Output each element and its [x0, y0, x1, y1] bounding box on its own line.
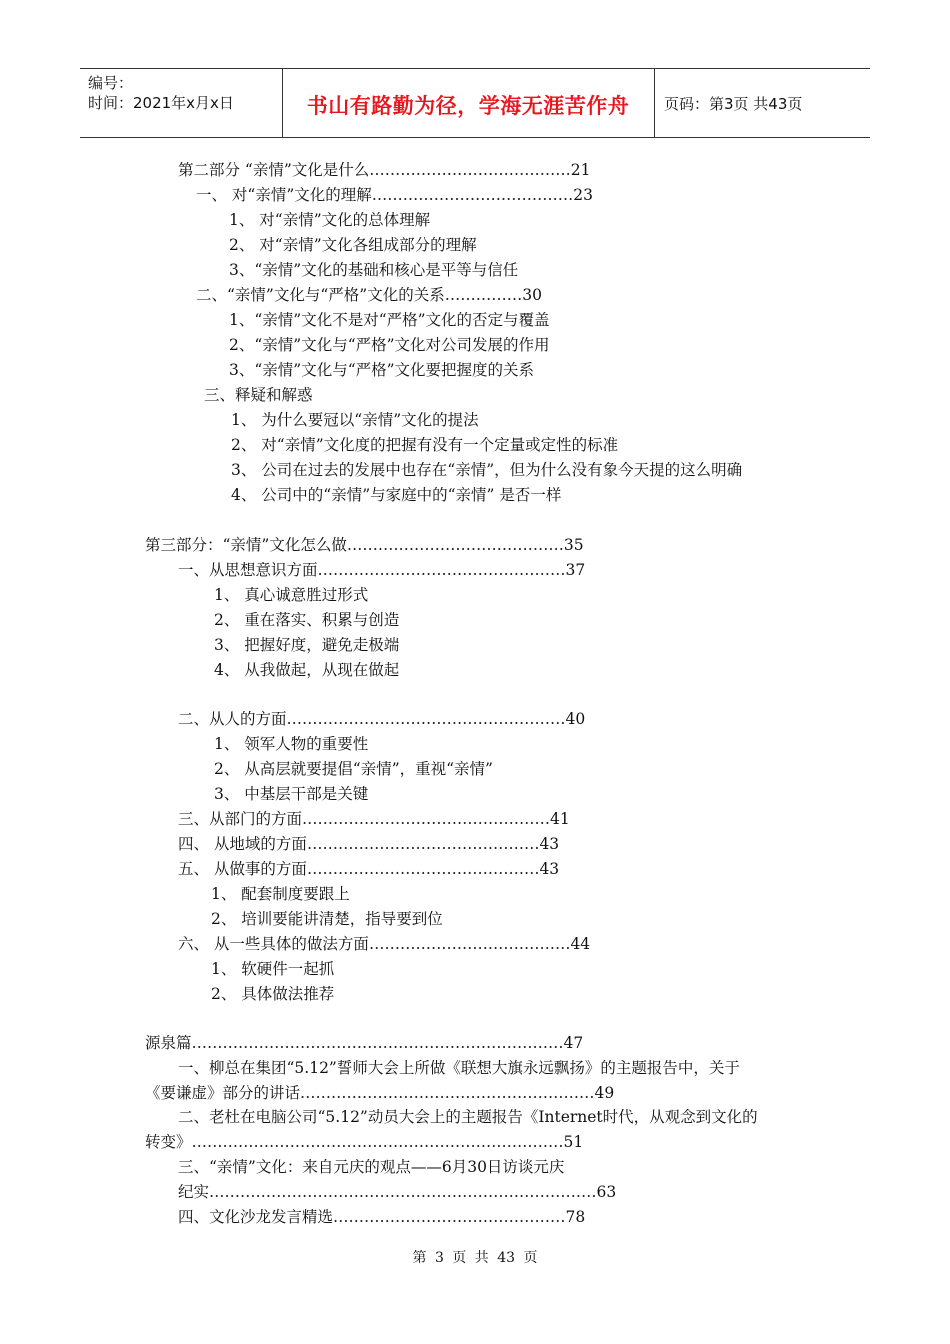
toc-entry: 3、 公司在过去的发展中也存在“亲情”，但为什么没有象今天提的这么明确	[231, 461, 743, 479]
toc-entry: 一、从思想意识方面…………………………………………37	[178, 561, 586, 579]
toc-entry: 3、 把握好度，避免走极端	[214, 636, 400, 654]
toc-entry: 1、 软硬件一起抓	[211, 960, 335, 978]
toc-entry: 一、 对“亲情”文化的理解…………………………………23	[196, 186, 594, 204]
code-label: 编号：	[88, 74, 134, 92]
toc-entry: 4、 从我做起，从现在做起	[214, 661, 400, 679]
footer-page-number: 第 3 页 共 43 页	[412, 1250, 538, 1266]
toc-entry: 2、 从高层就要提倡“亲情”，重视“亲情”	[214, 760, 493, 778]
toc-entry: 2、 培训要能讲清楚，指导要到位	[211, 910, 443, 928]
toc-entry: 六、 从一些具体的做法方面…………………………………44	[178, 935, 591, 953]
toc-entry: 四、文化沙龙发言精选………………………………………78	[178, 1208, 586, 1226]
toc-entry: 二、“亲情”文化与“严格”文化的关系……………30	[196, 286, 542, 304]
toc-entry: 3、“亲情”文化的基础和核心是平等与信任	[229, 261, 519, 279]
toc-entry: 纪实…………………………………………………………………63	[178, 1183, 617, 1201]
toc-entry: 1、 为什么要冠以“亲情”文化的提法	[231, 411, 479, 429]
toc-entry: 1、 配套制度要跟上	[211, 885, 350, 903]
toc-entry: 2、 具体做法推荐	[211, 985, 335, 1003]
toc-entry: 1、 真心诚意胜过形式	[214, 586, 369, 604]
toc-entry: 1、“亲情”文化不是对“严格”文化的否定与覆盖	[229, 311, 550, 329]
toc-entry: 3、 中基层干部是关键	[214, 785, 369, 803]
motto-text: 书山有路勤为径，学海无涯苦作舟	[306, 94, 630, 118]
toc-entry: 3、“亲情”文化与“严格”文化要把握度的关系	[229, 361, 535, 379]
toc-entry: 四、 从地域的方面………………………………………43	[178, 835, 560, 853]
toc-entry: 第三部分：“亲情”文化怎么做……………………………………35	[145, 536, 584, 554]
toc-entry: 源泉篇………………………………………………………………47	[145, 1034, 584, 1052]
page-footer	[0, 1247, 950, 1267]
toc-entry: 2、 对“亲情”文化度的把握有没有一个定量或定性的标准	[231, 436, 619, 454]
toc-entry: 三、“亲情”文化：来自元庆的观点——6月30日访谈元庆	[178, 1158, 565, 1176]
toc-entry: 二、老杜在电脑公司“5.12”动员大会上的主题报告《Internet时代，从观念到文化的	[178, 1108, 758, 1126]
toc-entry: 《要谦虚》部分的讲话…………………………………………………49	[145, 1084, 615, 1102]
toc-entry: 第二部分 “亲情”文化是什么…………………………………21	[178, 161, 591, 179]
toc-entry: 2、“亲情”文化与“严格”文化对公司发展的作用	[229, 336, 550, 354]
toc-entry: 2、 对“亲情”文化各组成部分的理解	[229, 236, 477, 254]
toc-entry: 二、从人的方面………………………………………………40	[178, 710, 586, 728]
toc-entry: 转变》………………………………………………………………51	[145, 1133, 584, 1151]
page-info-text: 页码：第3页 共43页	[664, 94, 803, 113]
toc-entry: 1、 对“亲情”文化的总体理解	[229, 211, 431, 229]
toc-entry: 4、 公司中的“亲情”与家庭中的“亲情” 是否一样	[231, 486, 562, 504]
toc-entry: 2、 重在落实、积累与创造	[214, 611, 400, 629]
toc-entry: 1、 领军人物的重要性	[214, 735, 369, 753]
toc-entry: 三、释疑和解惑	[204, 386, 313, 404]
toc-entry: 一、柳总在集团“5.12”誓师大会上所做《联想大旗永远飘扬》的主题报告中，关于	[178, 1059, 740, 1077]
date-label: 时间：2021年x月x日	[88, 94, 234, 112]
toc-entry: 三、从部门的方面…………………………………………41	[178, 810, 570, 828]
toc-entry: 五、 从做事的方面………………………………………43	[178, 860, 560, 878]
